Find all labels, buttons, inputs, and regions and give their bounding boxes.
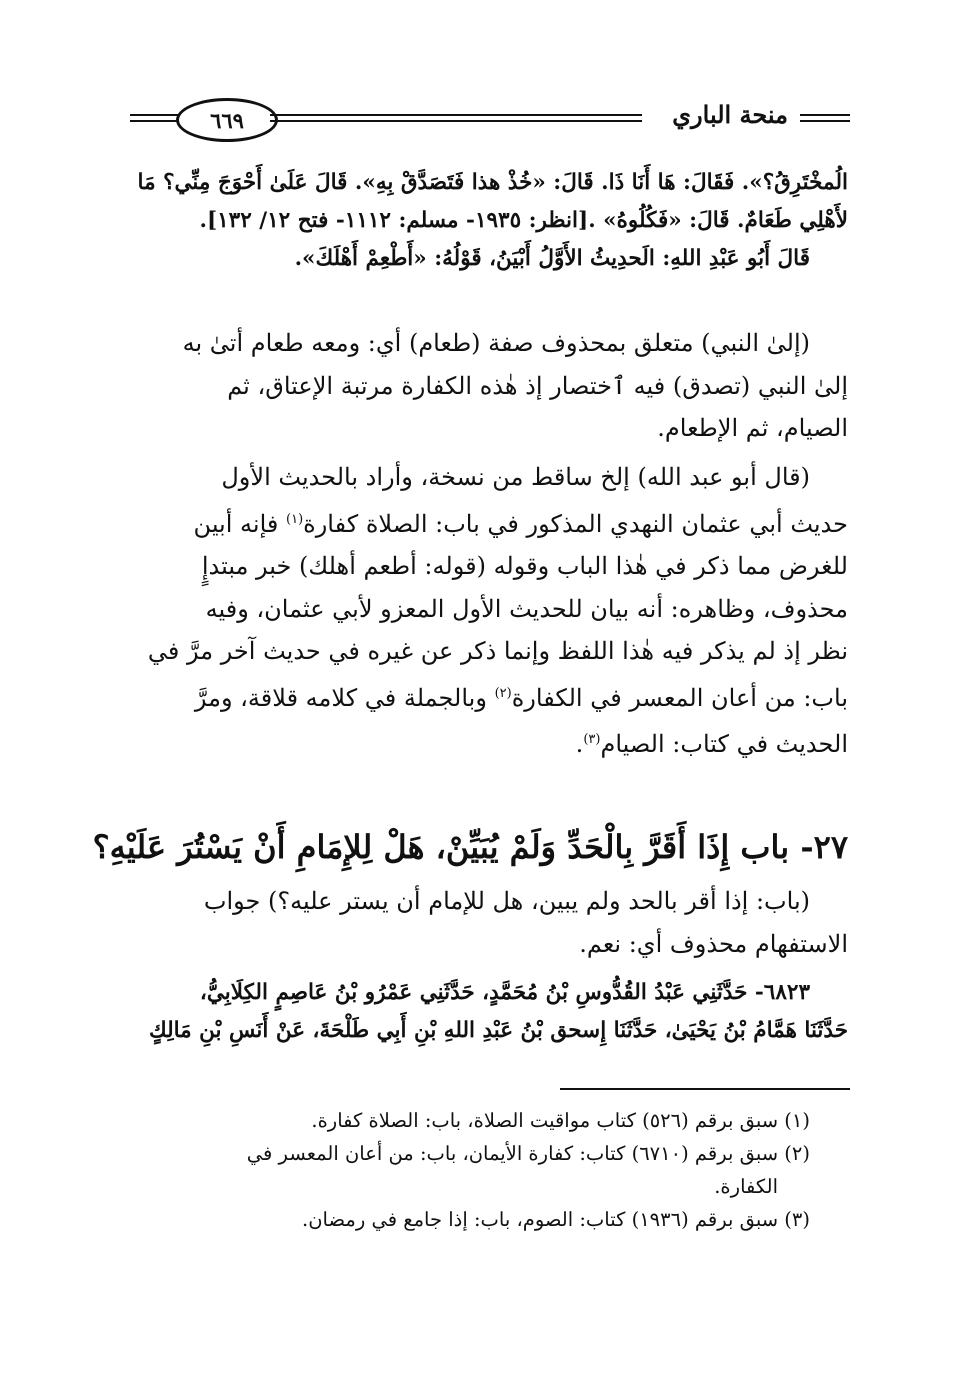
header-rule-center-bottom (270, 120, 642, 122)
text-line (136, 673, 848, 720)
text-line: (باب: إذا أقر بالحد ولم يبين، هل للإمام أن يستر عليه؟) جواب (203, 887, 810, 915)
header-rule-center-top (270, 114, 642, 116)
text-line (136, 719, 848, 766)
text-line: ٦٨٢٣- حَدَّثَنِي عَبْدُ القُدُّوسِ بْنُ مُحَمَّدٍ، حَدَّثَنِي عَمْرُو بْنُ عَاصِمٍ الكِلَابِيُّ، (199, 980, 810, 1005)
text-line: قَالَ أَبُو عَبْدِ اللهِ: الَحدِيثُ الأَوَّلُ أَبْيَنُ، قَوْلُهُ: «أَطْعِمْ أَهْلَكَ». (294, 246, 810, 271)
footnote-ref-2: (٢) (494, 685, 512, 701)
text-line: محذوف، وظاهره: أنه بيان للحديث الأول المعزو لأبي عثمان، وفيه (205, 594, 848, 623)
text-span: الحديث في كتاب: الصيام (600, 730, 848, 758)
footnote-1: (١) سبق برقم (٥٢٦) كتاب مواقيت الصلاة، باب: الصلاة كفارة. (311, 1109, 810, 1132)
text-line: لأَهْلِي طَعَامٌ. قَالَ: «فَكُلُوهُ» .[انظر: ١٩٣٥- مسلم: ١١١٢- فتح ١٢/ ١٣٢]. (199, 208, 848, 233)
text-line: حَدَّثَنَا هَمَّامُ بْنُ يَحْيَىٰ، حَدَّثَنَا إِسحق بْنُ عَبْدِ اللهِ بْنِ أَبِي طَلْحَةَ، عَنْ أَنَسِ بْنِ مَالِكٍ (148, 1018, 848, 1043)
running-header (130, 92, 850, 142)
text-line: الاستفهام محذوف أي: نعم. (579, 929, 848, 958)
text-line: إلىٰ النبي (تصدق) فيه ٱختصار إذ هٰذه الكفارة مرتبة الإعتاق، ثم (227, 371, 848, 400)
text-span: باب: من أعان المعسر في الكفارة (511, 683, 848, 712)
text-span: حديث أبي عثمان النهدي المذكور في باب: الصلاة كفارة (303, 509, 848, 538)
text-line: (قال أبو عبد الله) إلخ ساقط من نسخة، وأراد بالحديث الأول (221, 463, 810, 491)
text-span: . (575, 730, 584, 758)
text-span: وبالجملة في كلامه قلاقة، ومرَّ (194, 683, 495, 712)
footnote-separator (560, 1088, 850, 1090)
commentary-paragraph-1 (136, 322, 848, 450)
text-line: للغرض مما ذكر في هٰذا الباب وقوله (قوله: أطعم أهلك) خبر مبتدإٍ (201, 552, 848, 580)
header-rule-left-bottom (130, 120, 180, 122)
commentary-paragraph-2 (136, 456, 848, 766)
commentary-paragraph-3 (136, 880, 848, 965)
text-line: الُمخْتَرِقُ؟». فَقَالَ: هَا أَنَا ذَا. قَالَ: «خُذْ هذا فَتَصَدَّقْ بِهِ». قَالَ عَلَىٰ أَحْوَجَ مِنِّي؟ مَا (137, 170, 848, 195)
header-rule-left-top (130, 114, 180, 116)
header-rule-right-bottom (800, 120, 850, 122)
hadith-6823 (136, 974, 848, 1050)
page-number: ٦٦٩ (210, 107, 244, 133)
page-number-oval (176, 98, 278, 142)
chapter-heading (92, 822, 848, 872)
text-line (136, 499, 848, 546)
footnote-2-continuation: الكفارة. (714, 1175, 778, 1198)
footnote-ref-1: (١) (286, 511, 304, 527)
book-title: منحة الباري (672, 100, 788, 129)
text-span: فإنه أبين (193, 509, 286, 538)
chapter-title: ٢٧- باب إِذَا أَقَرَّ بِالْحَدِّ وَلَمْ يُبَيِّنْ، هَلْ لِلإِمَامِ أَنْ يَسْتُرَ عَلَيْهِ؟ (92, 828, 848, 866)
footnotes (136, 1104, 848, 1236)
footnote-3: (٣) سبق برقم (١٩٣٦) كتاب: الصوم، باب: إذا جامع في رمضان. (302, 1208, 810, 1231)
text-line: الصيام، ثم الإطعام. (657, 414, 848, 442)
hadith-continuation (136, 164, 848, 278)
header-rule-right-top (800, 114, 850, 116)
text-line: (إلىٰ النبي) متعلق بمحذوف صفة (طعام) أي: ومعه طعام أتىٰ به (182, 329, 810, 357)
text-line: نظر إذ لم يذكر فيه هٰذا اللفظ وإنما ذكر عن غيره في حديث آخر مرَّ في (147, 637, 848, 665)
footnote-2: (٢) سبق برقم (٦٧١٠) كتاب: كفارة الأيمان، باب: من أعان المعسر في (246, 1142, 810, 1165)
footnote-ref-3: (٣) (583, 732, 601, 747)
